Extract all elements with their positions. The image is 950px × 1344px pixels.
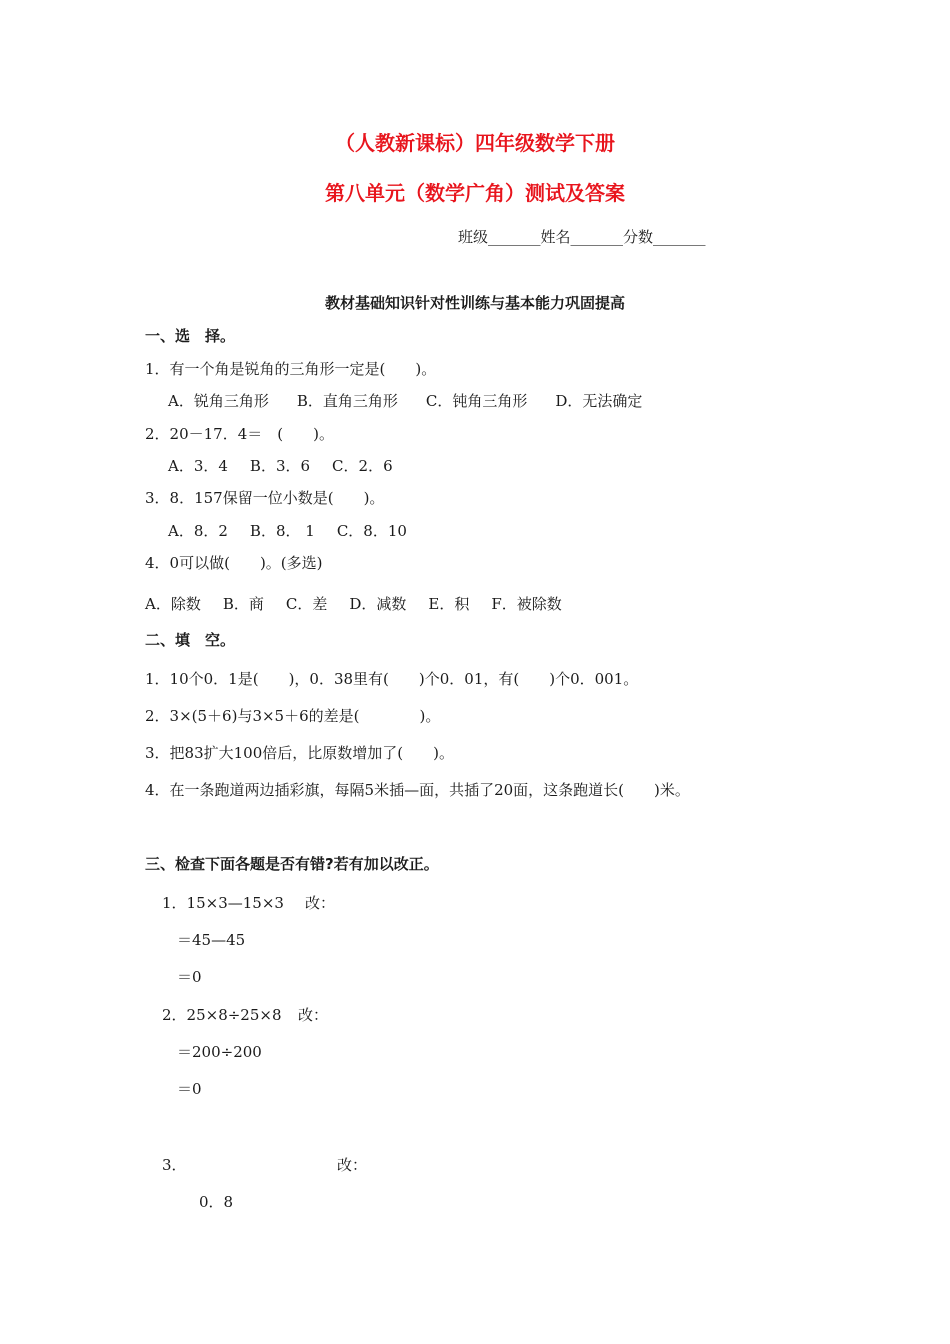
s1-q1-options	[168, 390, 670, 411]
subtitle: 教材基础知识针对性训练与基本能力巩固提高	[324, 294, 625, 312]
option: B．3．6	[249, 457, 311, 475]
s3-p1-step1: ＝45—45	[177, 931, 246, 949]
section3-heading: 三、检查下面各题是否有错?若有加以改正。	[145, 855, 439, 873]
s3-p2-step2: ＝0	[177, 1080, 202, 1098]
option: C．2．6	[332, 457, 393, 475]
s2-q3: 3．把83扩大100倍后，比原数增加了( )。	[145, 744, 454, 762]
s3-p2-expr: 2．25×8÷25×8	[162, 1006, 282, 1024]
option: C．钝角三角形	[425, 392, 528, 410]
s3-p3-num: 3．	[162, 1156, 187, 1174]
title-line-2: 第八单元（数学广角）测试及答案	[325, 181, 625, 205]
option: B．商	[222, 595, 264, 613]
option: D．无法确定	[555, 392, 643, 410]
option: A．除数	[145, 595, 201, 613]
s1-q3-options	[168, 520, 429, 541]
student-info: 班级_______姓名_______分数_______	[458, 228, 706, 246]
s3-p1-expr: 1．15×3—15×3	[162, 894, 284, 912]
s3-p1-step2: ＝0	[177, 968, 202, 986]
title-line-1: （人教新课标）四年级数学下册	[335, 131, 615, 155]
option: E．积	[428, 595, 470, 613]
option: A．3．4	[168, 457, 228, 475]
section2-heading: 二、填 空。	[145, 631, 236, 649]
s1-q3-text: 3．8．157保留一位小数是( )。	[145, 489, 385, 507]
s1-q2-text: 2．20－17．4＝ ( )。	[145, 425, 334, 443]
s1-q2-options	[168, 455, 415, 476]
option: F．被除数	[491, 595, 562, 613]
s2-q2: 2．3×(5＋6)与3×5＋6的差是( )。	[145, 707, 441, 725]
s3-p3-fix: 改：	[337, 1156, 368, 1174]
s3-p2-step1: ＝200÷200	[177, 1043, 262, 1061]
s2-q4: 4．在一条跑道两边插彩旗，每隔5米插—面，共插了20面，这条跑道长( )米。	[145, 781, 690, 799]
s1-q1-text: 1．有一个角是锐角的三角形一定是( )。	[145, 360, 437, 378]
section1-heading: 一、选 择。	[145, 327, 236, 345]
s3-p3-value: 0．8	[199, 1193, 234, 1211]
option: C．差	[285, 595, 328, 613]
s3-p1-fix: 改：	[305, 894, 336, 912]
s3-p2-fix: 改：	[298, 1006, 329, 1024]
option: B．直角三角形	[296, 392, 398, 410]
s1-q4-text: 4．0可以做( )。(多选)	[145, 554, 323, 572]
option: A．锐角三角形	[168, 392, 269, 410]
s1-q4-options	[145, 593, 584, 614]
option: D．减数	[349, 595, 407, 613]
option: A．8．2	[168, 522, 228, 540]
option: B．8． 1	[249, 522, 315, 540]
s2-q1: 1．10个0．1是( )，0．38里有( )个0．01，有( )个0．001。	[145, 670, 639, 688]
option: C．8．10	[336, 522, 407, 540]
